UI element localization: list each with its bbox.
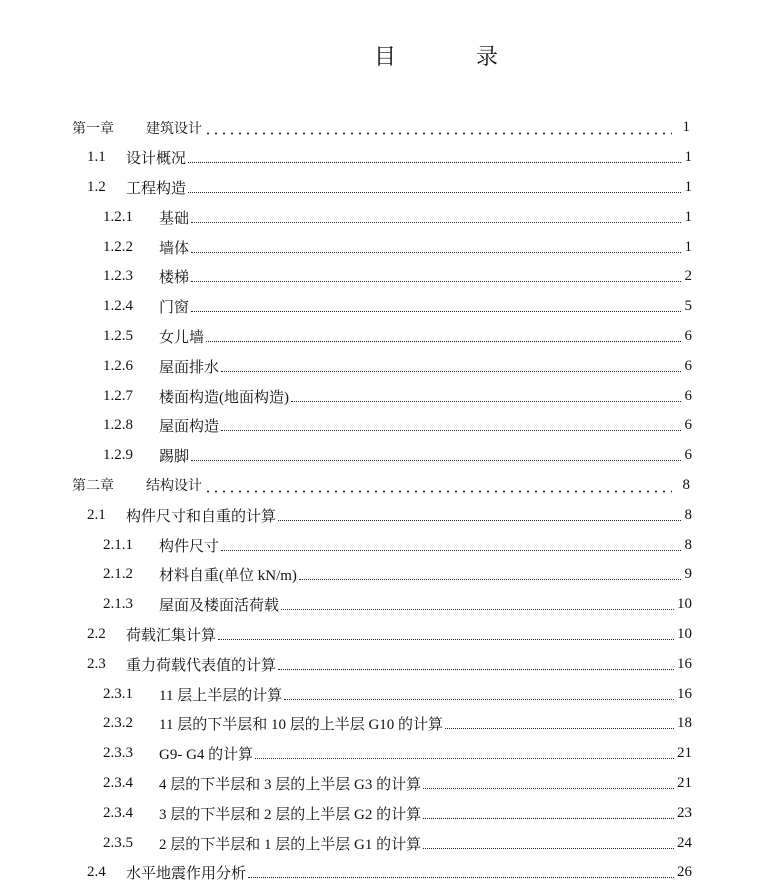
- toc-entry-page-number: 1: [684, 178, 692, 195]
- toc-entry-number: 2.3.1: [103, 685, 133, 702]
- toc-entry-number: 1.2: [87, 178, 106, 195]
- toc-dot-leader: [218, 639, 674, 640]
- toc-entry-page-number: 1: [682, 119, 690, 136]
- toc-entry-page-number: 10: [677, 596, 692, 613]
- toc-entry-number: 1.2.9: [103, 447, 133, 464]
- toc-chapter-entry[interactable]: [0, 113, 779, 143]
- toc-subsection-entry[interactable]: [0, 679, 779, 709]
- toc-entry-number: 1.2.7: [103, 387, 133, 404]
- toc-subsection-entry[interactable]: [0, 590, 779, 620]
- toc-dot-leader: [423, 788, 674, 789]
- toc-dot-leader: [445, 728, 674, 729]
- toc-entry-number: 2.1: [87, 506, 106, 523]
- toc-entry-page-number: 9: [684, 566, 692, 583]
- toc-subsection-entry[interactable]: [0, 798, 779, 828]
- toc-entry-page-number: 6: [684, 327, 692, 344]
- toc-section-entry[interactable]: [0, 620, 779, 650]
- toc-entry-number: 1.2.2: [103, 238, 133, 255]
- toc-subsection-entry[interactable]: [0, 292, 779, 322]
- title-char-1: 目: [374, 45, 397, 70]
- toc-entry-number: 2.3.5: [103, 834, 133, 851]
- toc-dot-leader: [221, 550, 681, 551]
- toc-subsection-entry[interactable]: [0, 441, 779, 471]
- title-char-2: 录: [476, 45, 499, 70]
- toc-entry-number: 第二章: [72, 478, 114, 495]
- toc-entry-title: 构件尺寸: [159, 538, 220, 555]
- toc-dot-leader: [206, 341, 681, 342]
- toc-subsection-entry[interactable]: [0, 262, 779, 292]
- toc-dot-leader: [284, 699, 674, 700]
- toc-dot-leader: [191, 460, 681, 461]
- toc-entry-title: 女儿墙: [159, 329, 205, 346]
- toc-dot-leader: [423, 848, 674, 849]
- toc-entry-number: 2.3.3: [103, 745, 133, 762]
- toc-entry-page-number: 8: [684, 536, 692, 553]
- toc-entry-page-number: 1: [684, 149, 692, 166]
- toc-entry-title: 3 层的下半层和 2 层的上半层 G2 的计算: [159, 806, 422, 823]
- toc-entry-number: 1.2.8: [103, 417, 133, 434]
- toc-entry-page-number: 10: [677, 625, 692, 642]
- toc-entry-page-number: 1: [684, 208, 692, 225]
- toc-dot-leader: [221, 371, 681, 372]
- toc-entry-page-number: 18: [677, 715, 692, 732]
- toc-subsection-entry[interactable]: [0, 739, 779, 769]
- toc-section-entry[interactable]: [0, 173, 779, 203]
- toc-entry-title: 设计概况: [126, 151, 187, 168]
- toc-subsection-entry[interactable]: [0, 202, 779, 232]
- toc-entry-title: 屋面构造: [159, 419, 220, 436]
- toc-entry-title: 11 层上半层的计算: [159, 687, 283, 704]
- toc-dot-leader: [188, 162, 681, 163]
- toc-dot-leader: [221, 430, 681, 431]
- toc-entry-title: 水平地震作用分析: [126, 866, 247, 883]
- toc-dot-leader: [281, 609, 674, 610]
- toc-entry-page-number: 6: [684, 357, 692, 374]
- toc-entry-title: 4 层的下半层和 3 层的上半层 G3 的计算: [159, 776, 422, 793]
- toc-subsection-entry[interactable]: [0, 560, 779, 590]
- toc-dot-leader: [204, 490, 672, 493]
- toc-subsection-entry[interactable]: [0, 709, 779, 739]
- toc-entry-page-number: 6: [684, 387, 692, 404]
- toc-entry-page-number: 5: [684, 298, 692, 315]
- toc-entry-page-number: 16: [677, 685, 692, 702]
- toc-entry-title: 楼面构造(地面构造): [159, 389, 289, 406]
- toc-entry-page-number: 1: [684, 238, 692, 255]
- toc-entry-title: G9- G4 的计算: [159, 747, 254, 764]
- toc-entry-number: 2.3.4: [103, 804, 133, 821]
- toc-entry-page-number: 2: [684, 268, 692, 285]
- toc-entry-title: 构件尺寸和自重的计算: [126, 508, 277, 525]
- toc-dot-leader: [191, 311, 681, 312]
- toc-entry-page-number: 23: [677, 804, 692, 821]
- toc-subsection-entry[interactable]: [0, 828, 779, 858]
- toc-entry-page-number: 8: [682, 476, 690, 493]
- toc-entry-number: 1.2.3: [103, 268, 133, 285]
- toc-subsection-entry[interactable]: [0, 530, 779, 560]
- toc-entry-page-number: 8: [684, 506, 692, 523]
- toc-chapter-entry[interactable]: [0, 471, 779, 501]
- toc-entry-number: 2.1.2: [103, 566, 133, 583]
- toc-entry-page-number: 21: [677, 745, 692, 762]
- toc-entry-number: 2.1.1: [103, 536, 133, 553]
- toc-dot-leader: [191, 281, 681, 282]
- toc-entry-title: 基础: [159, 210, 190, 227]
- toc-entry-number: 1.2.4: [103, 298, 133, 315]
- toc-entry-number: 第一章: [72, 120, 114, 137]
- toc-entry-number: 2.4: [87, 864, 106, 881]
- toc-subsection-entry[interactable]: [0, 411, 779, 441]
- toc-dot-leader: [299, 579, 681, 580]
- toc-subsection-entry[interactable]: [0, 232, 779, 262]
- toc-subsection-entry[interactable]: [0, 381, 779, 411]
- toc-dot-leader: [291, 401, 681, 402]
- toc-section-entry[interactable]: [0, 500, 779, 530]
- toc-dot-leader: [204, 132, 672, 135]
- table-of-contents: [0, 113, 779, 888]
- toc-entry-page-number: 6: [684, 417, 692, 434]
- toc-entry-title: 11 层的下半层和 10 层的上半层 G10 的计算: [159, 717, 444, 734]
- toc-entry-title: 建筑设计: [146, 120, 202, 137]
- toc-entry-title: 楼梯: [159, 270, 190, 287]
- toc-entry-number: 2.2: [87, 625, 106, 642]
- toc-dot-leader: [278, 520, 681, 521]
- toc-section-entry[interactable]: [0, 143, 779, 173]
- toc-entry-number: 1.2.5: [103, 327, 133, 344]
- toc-entry-page-number: 6: [684, 447, 692, 464]
- toc-entry-number: 2.3: [87, 655, 106, 672]
- toc-dot-leader: [423, 818, 674, 819]
- toc-entry-title: 墙体: [159, 240, 190, 257]
- toc-entry-page-number: 16: [677, 655, 692, 672]
- toc-subsection-entry[interactable]: [0, 322, 779, 352]
- toc-dot-leader: [188, 192, 681, 193]
- toc-entry-page-number: 24: [677, 834, 692, 851]
- toc-subsection-entry[interactable]: [0, 769, 779, 799]
- toc-entry-number: 2.3.4: [103, 774, 133, 791]
- toc-section-entry[interactable]: [0, 858, 779, 888]
- toc-section-entry[interactable]: [0, 649, 779, 679]
- toc-entry-title: 结构设计: [146, 478, 202, 495]
- toc-entry-title: 工程构造: [126, 180, 187, 197]
- toc-entry-number: 1.2.1: [103, 208, 133, 225]
- toc-entry-title: 屋面及楼面活荷载: [159, 598, 280, 615]
- toc-entry-page-number: 26: [677, 864, 692, 881]
- toc-entry-number: 2.3.2: [103, 715, 133, 732]
- toc-entry-title: 踢脚: [159, 449, 190, 466]
- toc-entry-title: 2 层的下半层和 1 层的上半层 G1 的计算: [159, 836, 422, 853]
- toc-entry-number: 1.2.6: [103, 357, 133, 374]
- toc-dot-leader: [191, 252, 681, 253]
- toc-entry-title: 重力荷载代表值的计算: [126, 657, 277, 674]
- toc-entry-number: 2.1.3: [103, 596, 133, 613]
- toc-dot-leader: [278, 669, 674, 670]
- toc-entry-title: 门窗: [159, 300, 190, 317]
- toc-dot-leader: [191, 222, 681, 223]
- toc-entry-title: 材料自重(单位 kN/m): [159, 568, 297, 585]
- toc-entry-page-number: 21: [677, 774, 692, 791]
- toc-entry-number: 1.1: [87, 149, 106, 166]
- toc-entry-title: 屋面排水: [159, 359, 220, 376]
- toc-entry-title: 荷载汇集计算: [126, 627, 217, 644]
- toc-dot-leader: [248, 877, 674, 878]
- toc-subsection-entry[interactable]: [0, 351, 779, 381]
- toc-dot-leader: [255, 758, 674, 759]
